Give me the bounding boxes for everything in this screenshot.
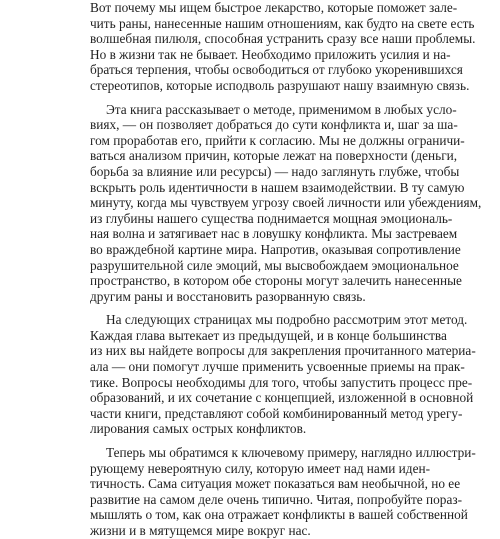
text-line: рующему невероятную силу, которую имеет над нами иден-: [90, 460, 431, 476]
text-line: волшебная пилюля, способная устранить сразу все наши проблемы.: [90, 31, 476, 47]
text-line: гом проработав его, прийти к согласию. Мы не должны ограничи-: [90, 132, 465, 148]
text-line: ваться анализом причин, которые лежат на поверхности (деньги,: [90, 148, 458, 164]
text-line: ала — они помогут лучше применить усвоенные приемы на прак-: [90, 359, 465, 375]
text-line: образований, и их сочетание с концепцией, изложенной в основной: [90, 390, 474, 406]
paragraph-2: [90, 101, 482, 305]
text-line: тичность. Сама ситуация может показаться вам необычной, но ее: [90, 476, 461, 492]
body-text: [90, 0, 482, 539]
text-line: во враждебной картине мира. Напротив, оказывая сопротивление: [90, 241, 461, 257]
text-line: Но в жизни так не бывает. Необходимо приложить усилия и на-: [90, 46, 451, 62]
text-line: На следующих страницах мы подробно рассмотрим этот метод.: [106, 312, 468, 328]
text-line: Теперь мы обратимся к ключевому примеру, наглядно иллюстри-: [106, 445, 476, 461]
text-line: браться терпения, чтобы освободиться от глубоко укоренившихся: [90, 62, 463, 78]
text-line: части книги, представляют собой комбинированный метод урегу-: [90, 405, 463, 421]
text-line: пространство, в котором обе стороны могут залечить нанесенные: [90, 273, 462, 289]
text-line: жизни и в мятущемся мире вокруг нас.: [90, 523, 311, 538]
text-line: виях, — он позволяет добраться до сути конфликта и, шаг за ша-: [90, 117, 458, 133]
text-line: другим раны и восстановить разорванную связь.: [90, 288, 366, 304]
text-line: чить раны, нанесенные нашим отношениям, как будто на свете есть: [90, 15, 475, 31]
text-line: развитие на самом деле очень типично. Читая, попробуйте пораз-: [90, 491, 463, 507]
text-line: из глубины нашего существа поднимается мощная эмоциональ-: [90, 210, 453, 226]
text-line: минуту, когда мы чувствуем угрозу своей личности или убеждениям,: [90, 195, 482, 211]
text-line: ная волна и затягивает нас в ловушку конфликта. Мы застреваем: [90, 226, 458, 242]
paragraph-1: [90, 0, 476, 94]
text-line: лирования самых острых конфликтов.: [90, 421, 307, 437]
text-line: Эта книга рассказывает о методе, применимом в любых усло-: [106, 101, 457, 117]
text-line: Вот почему мы ищем быстрое лекарство, которые поможет зале-: [90, 0, 458, 15]
text-line: вскрыть роль идентичности в нашем взаимодействии. В ту самую: [90, 179, 465, 195]
text-line: борьба за влияние или ресурсы) — надо заглянуть глубже, чтобы: [90, 163, 460, 179]
text-line: мышлять о том, как она отражает конфликты в вашей собственной: [90, 507, 468, 523]
text-line: из них вы найдете вопросы для закрепления прочитанного материа-: [90, 343, 476, 359]
paragraph-3: [90, 312, 476, 437]
text-line: разрушительной силе эмоций, мы высвобождаем эмоциональное: [90, 257, 459, 273]
text-line: тике. Вопросы необходимы для того, чтобы запустить процесс пре-: [90, 374, 473, 390]
text-line: Каждая глава вытекает из предыдущей, и в конце большинства: [90, 327, 447, 343]
paragraph-4: [90, 445, 476, 539]
text-line: стереотипов, которые исподволь разрушают нашу взаимную связь.: [90, 77, 470, 93]
